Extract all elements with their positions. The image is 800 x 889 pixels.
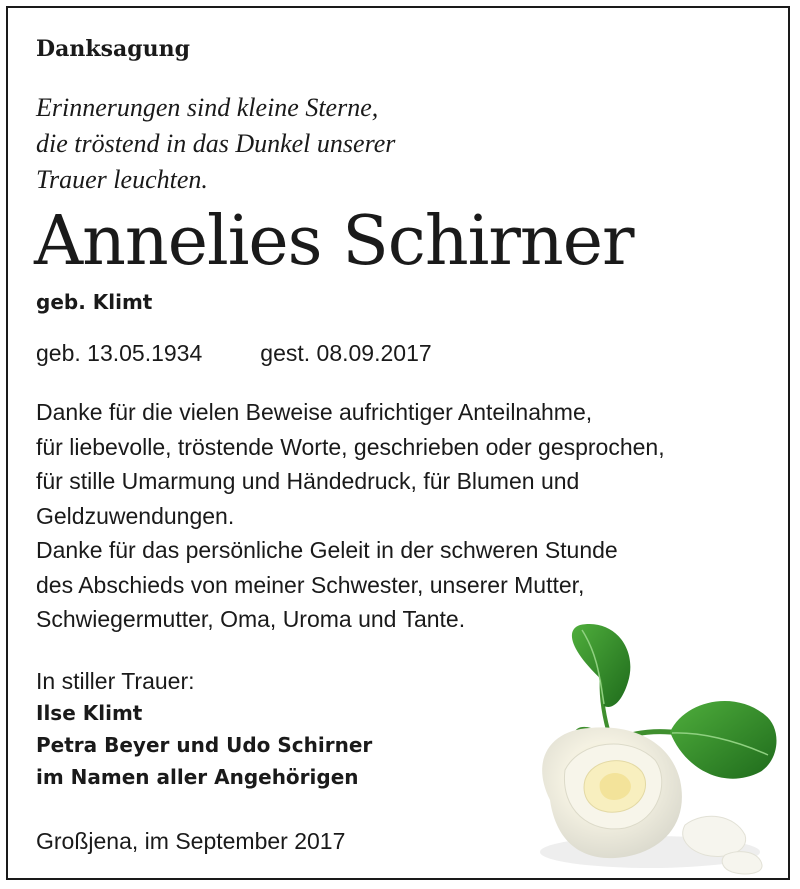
mourners-intro: In stiller Trauer: <box>36 668 195 694</box>
message-line: Geldzuwendungen. <box>36 502 235 529</box>
quote-block <box>36 90 395 198</box>
message-line: für stille Umarmung und Händedruck, für Blumen und <box>36 468 580 494</box>
message-line: des Abschieds von meiner Schwester, unserer Mutter, <box>36 571 585 598</box>
thank-you-message <box>36 395 665 637</box>
message-line: Danke für die vielen Beweise aufrichtiger Anteilnahme, <box>36 399 593 425</box>
quote-line: Erinnerungen sind kleine Sterne, <box>36 93 379 122</box>
mourner-name: Petra Beyer und Udo Schirner <box>36 733 373 757</box>
message-line: Schwiegermutter, Oma, Uroma und Tante. <box>36 606 466 632</box>
quote-line: Trauer leuchten. <box>36 165 208 194</box>
death-date: gest. 08.09.2017 <box>260 340 432 366</box>
place-date: Großjena, im September 2017 <box>36 828 346 854</box>
message-line: Danke für das persönliche Geleit in der schweren Stunde <box>36 537 618 563</box>
notice-heading: Danksagung <box>36 36 190 62</box>
birth-date: geb. 13.05.1934 <box>36 340 203 366</box>
maiden-name: geb. Klimt <box>36 290 153 314</box>
mourner-name: im Namen aller Angehörigen <box>36 765 359 789</box>
message-line: für liebevolle, tröstende Worte, geschrieben oder gesprochen, <box>36 433 665 460</box>
deceased-name: Annelies Schirner <box>34 202 634 281</box>
life-dates <box>36 340 432 367</box>
quote-line: die tröstend in das Dunkel unserer <box>36 129 396 158</box>
mourners-block <box>36 665 372 793</box>
mourner-name: Ilse Klimt <box>36 701 143 725</box>
white-rose-image <box>520 620 790 878</box>
